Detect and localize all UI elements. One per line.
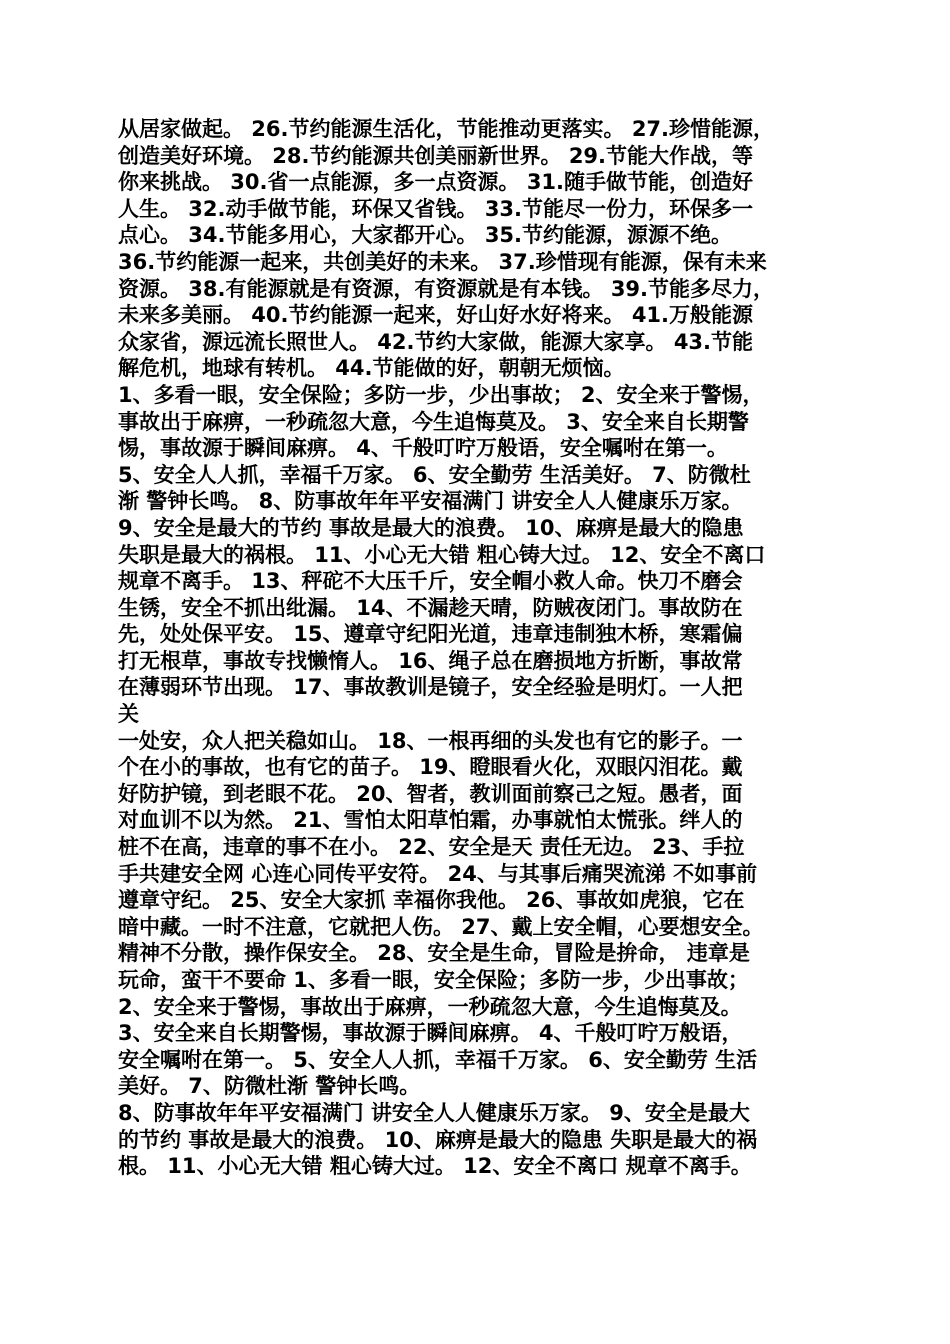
text-line: 创造美好环境。 28.节约能源共创美丽新世界。 29.节能大作战，等: [118, 143, 754, 168]
text-line: 规章不离手。 13、秤砣不大压千斤，安全帽小救人命。快刀不磨会: [118, 569, 743, 594]
text-line: 失职是最大的祸根。 11、小心无大错 粗心铸大过。 12、安全不离口: [118, 542, 766, 567]
text-line: 你来挑战。 30.省一点能源，多一点资源。 31.随手做节能，创造好: [118, 170, 754, 195]
text-line: 2、安全来于警惕，事故出于麻痹，一秒疏忽大意，今生追悔莫及。: [118, 994, 742, 1019]
text-line: 玩命，蛮干不要命 1、多看一眼，安全保险；多防一步，少出事故；: [118, 968, 749, 992]
text-line: 桩不在高，违章的事不在小。 22、安全是天 责任无边。 23、手拉: [118, 835, 745, 860]
text-line: 众家省，源远流长照世人。 42.节约大家做，能源大家享。 43.节能: [118, 329, 754, 354]
text-line: 根。 11、小心无大错 粗心铸大过。 12、安全不离口 规章不离手。: [118, 1154, 752, 1179]
text-line: 5、安全人人抓，幸福千万家。 6、安全勤劳 生活美好。 7、防微杜: [118, 462, 751, 487]
text-line: 在薄弱环节出现。 17、事故教训是镜子，安全经验是明灯。一人把: [118, 675, 743, 700]
text-line: 从居家做起。 26.节约能源生活化，节能推动更落实。 27.珍惜能源，: [118, 117, 775, 141]
document-body-text: [118, 116, 848, 1180]
text-line: 36.节约能源一起来，共创美好的未来。 37.珍惜现有能源，保有未来: [118, 249, 767, 274]
text-line: 遵章守纪。 25、安全大家抓 幸福你我他。 26、事故如虎狼，它在: [118, 888, 745, 913]
text-line: 手共建安全网 心连心同传平安符。 24、与其事后痛哭流涕 不如事前: [118, 861, 758, 886]
text-line: 生锈，安全不抓出纰漏。 14、不漏趁天晴，防贼夜闭门。事故防在: [118, 595, 743, 620]
text-line: 未来多美丽。 40.节约能源一起来，好山好水好将来。 41.万般能源: [118, 303, 754, 328]
text-line: 安全嘱咐在第一。 5、安全人人抓，幸福千万家。 6、安全勤劳 生活: [118, 1047, 758, 1072]
text-line: 暗中藏。一时不注意，它就把人伤。 27、戴上安全帽，心要想安全。: [118, 914, 764, 939]
text-line: 资源。 38.有能源就是有资源，有资源就是有本钱。 39.节能多尽力，: [118, 276, 775, 301]
text-line: 好防护镜，到老眼不花。 20、智者，教训面前察己之短。愚者，面: [118, 781, 743, 806]
text-line: 3、安全来自长期警惕，事故源于瞬间麻痹。 4、千般叮咛万般语，: [118, 1021, 743, 1046]
text-line: 惕，事故源于瞬间麻痹。 4、千般叮咛万般语，安全嘱咐在第一。: [118, 436, 728, 461]
text-line: 精神不分散，操作保安全。 28、安全是生命，冒险是拚命， 违章是: [118, 941, 750, 966]
text-line: 关: [118, 702, 139, 727]
text-line: 事故出于麻痹，一秒疏忽大意，今生追悔莫及。 3、安全来自长期警: [118, 409, 749, 434]
text-line: 人生。 32.动手做节能，环保又省钱。 33.节能尽一份力，环保多一: [118, 196, 754, 221]
text-line: 的节约 事故是最大的浪费。 10、麻痹是最大的隐患 失职是最大的祸: [118, 1127, 758, 1152]
text-line: 9、安全是最大的节约 事故是最大的浪费。 10、麻痹是最大的隐患: [118, 515, 744, 540]
text-line: 1、多看一眼，安全保险；多防一步，少出事故； 2、安全来于警惕，: [118, 382, 764, 407]
text-line: 个在小的事故，也有它的苗子。 19、瞪眼看火化，双眼闪泪花。戴: [118, 755, 743, 780]
text-line: 一处安，众人把关稳如山。 18、一根再细的头发也有它的影子。一: [118, 728, 743, 753]
text-line: 渐 警钟长鸣。 8、防事故年年平安福满门 讲安全人人健康乐万家。: [118, 489, 743, 514]
text-line: 点心。 34.节能多用心，大家都开心。 35.节约能源，源源不绝。: [118, 223, 733, 248]
text-line: 先，处处保平安。 15、遵章守纪阳光道，违章违制独木桥，寒霜偏: [118, 622, 743, 647]
text-line: 8、防事故年年平安福满门 讲安全人人健康乐万家。 9、安全是最大: [118, 1100, 750, 1125]
text-line: 解危机，地球有转机。 44.节能做的好，朝朝无烦恼。: [118, 356, 625, 381]
text-line: 对血训不以为然。 21、雪怕太阳草怕霜，办事就怕太慌张。绊人的: [118, 808, 743, 833]
text-line: 打无根草，事故专找懒惰人。 16、绳子总在磨损地方折断，事故常: [118, 648, 743, 673]
text-line: 美好。 7、防微杜渐 警钟长鸣。: [118, 1074, 421, 1099]
